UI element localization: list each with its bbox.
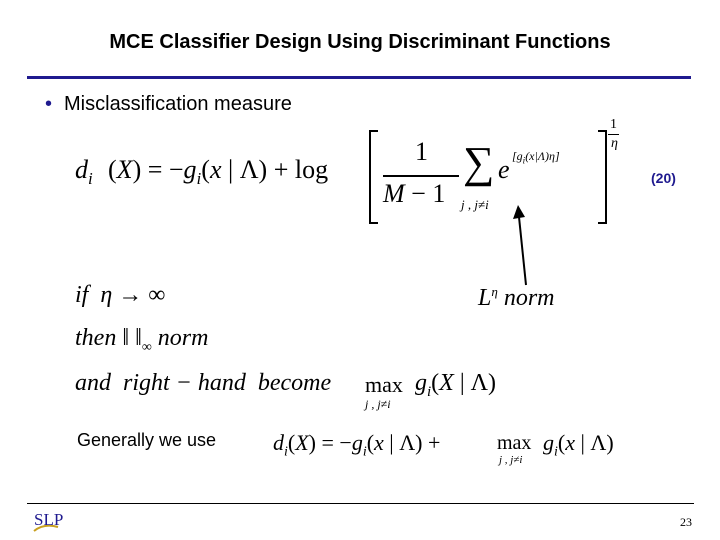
slide-title: MCE Classifier Design Using Discriminant Functions [109, 31, 611, 53]
slp-logo-icon [30, 505, 70, 537]
bullet-text: Misclassification measure [64, 93, 292, 115]
equation-20: $d_i$ $(X) = -g_i(x$ | Λ) + log 1 M − 1 ∑ j , j≠i e $[g_i(x|\Lambda)\eta]$ 1 η [75, 125, 635, 225]
bullet-misclassification [45, 93, 292, 116]
page-number: 23 [680, 515, 692, 529]
right-hand-max: and right − hand become max j , j≠i $g_i(X$ | Λ) [75, 370, 497, 411]
svg-text:SLP: SLP [34, 510, 64, 529]
equation-general: $d_i(X) = -g_i(x$ | Λ) + max j , j≠i $g_i(x$ | Λ) [273, 430, 614, 466]
equation-number: (20) [651, 170, 676, 186]
bullet-dot-icon: • [45, 93, 53, 115]
footer-divider [27, 503, 694, 504]
generally-text: Generally we use [77, 430, 217, 450]
title-divider [27, 76, 691, 79]
l-eta-norm-label: $L^\eta$ norm [478, 284, 555, 311]
if-eta-infinity: if η → ∞ [75, 282, 166, 308]
then-infinity-norm: then ‖ $‖_\infty$ norm [75, 325, 209, 355]
arrow-icon [505, 205, 535, 290]
